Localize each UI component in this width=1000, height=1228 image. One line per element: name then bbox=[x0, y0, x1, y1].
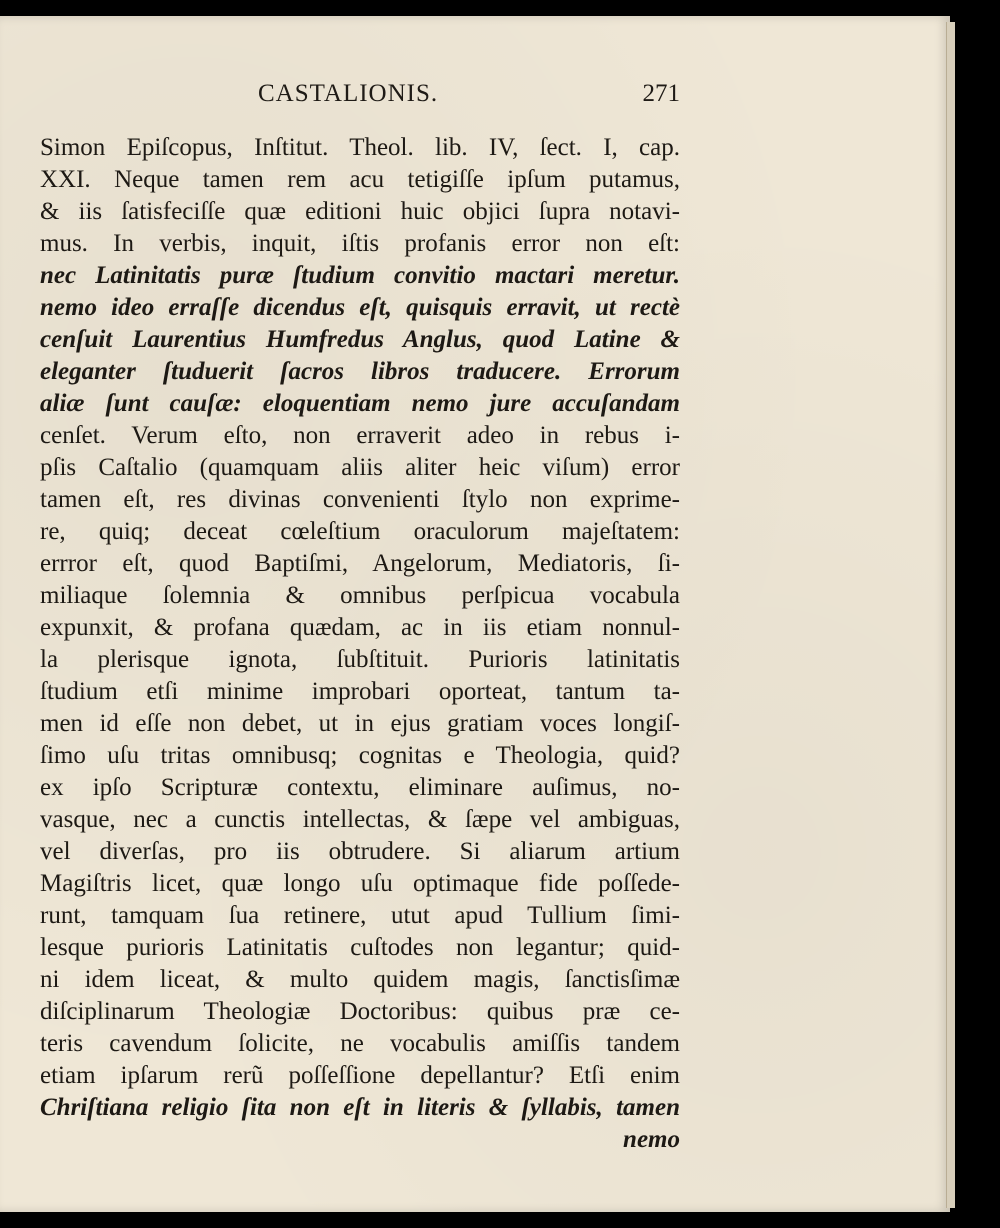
text-line: diſciplinarum Theologiæ Doctoribus: quibus præ ce- bbox=[40, 998, 680, 1025]
text-line: tamen eſt, res divinas convenienti ſtylo non exprime- bbox=[40, 486, 680, 513]
page-edge bbox=[946, 22, 955, 1208]
text-line: la plerisque ignota, ſubſtituit. Purioris latinitatis bbox=[40, 646, 680, 673]
text-line: teris cavendum ſolicite, ne vocabulis amiſſis tandem bbox=[40, 1030, 680, 1057]
text-line: nemo ideo erraſſe dicendus eſt, quisquis erravit, ut rectè bbox=[40, 294, 680, 321]
text-line: Simon Epiſcopus, Inſtitut. Theol. lib. IV, ſect. I, cap. bbox=[40, 134, 680, 161]
text-line: runt, tamquam ſua retinere, utut apud Tullium ſimi- bbox=[40, 902, 680, 929]
text-line: eleganter ſtuduerit ſacros libros traducere. Errorum bbox=[40, 358, 680, 385]
text-line: aliæ ſunt cauſæ: eloquentiam nemo jure accuſandam bbox=[40, 390, 680, 417]
text-line: lesque purioris Latinitatis cuſtodes non legantur; quid- bbox=[40, 934, 680, 961]
text-line: men id eſſe non debet, ut in ejus gratiam voces longiſ- bbox=[40, 710, 680, 737]
text-line: pſis Caſtalio (quamquam aliis aliter heic viſum) error bbox=[40, 454, 680, 481]
text-line: ni idem liceat, & multo quidem magis, ſanctisſimæ bbox=[40, 966, 680, 993]
text-line: Chriſtiana religio ſita non eſt in literis & ſyllabis, tamen bbox=[40, 1094, 680, 1121]
catchword: nemo bbox=[623, 1126, 680, 1153]
body-text bbox=[40, 132, 680, 1156]
text-line: re, quiq; deceat cœleſtium oraculorum majeſtatem: bbox=[40, 518, 680, 545]
text-line: mus. In verbis, inquit, iſtis profanis error non eſt: bbox=[40, 230, 680, 257]
text-line: & iis ſatisfeciſſe quæ editioni huic objici ſupra notavi- bbox=[40, 198, 680, 225]
text-line: nec Latinitatis puræ ſtudium convitio mactari meretur. bbox=[40, 262, 680, 289]
text-line: miliaque ſolemnia & omnibus perſpicua vocabula bbox=[40, 582, 680, 609]
text-line: ſtudium etſi minime improbari oporteat, tantum ta- bbox=[40, 678, 680, 705]
page-number: 271 bbox=[642, 80, 680, 107]
text-line: etiam ipſarum rerũ poſſeſſione depellantur? Etſi enim bbox=[40, 1062, 680, 1089]
page-header bbox=[40, 80, 680, 114]
text-line: cenſet. Verum eſto, non erraverit adeo in rebus i- bbox=[40, 422, 680, 449]
text-line: vasque, nec a cunctis intellectas, & ſæpe vel ambiguas, bbox=[40, 806, 680, 833]
text-line: vel diverſas, pro iis obtrudere. Si aliarum artium bbox=[40, 838, 680, 865]
text-line: ex ipſo Scripturæ contextu, eliminare auſimus, no- bbox=[40, 774, 680, 801]
text-line: ſimo uſu tritas omnibusq; cognitas e Theologia, quid? bbox=[40, 742, 680, 769]
text-line: cenſuit Laurentius Humfredus Anglus, quod Latine & bbox=[40, 326, 680, 353]
text-line: expunxit, & profana quædam, ac in iis etiam nonnul- bbox=[40, 614, 680, 641]
text-line: errror eſt, quod Baptiſmi, Angelorum, Mediatoris, ſi- bbox=[40, 550, 680, 577]
running-head: CASTALIONIS. bbox=[258, 80, 439, 107]
text-line: Magiſtris licet, quæ longo uſu optimaque fide poſſede- bbox=[40, 870, 680, 897]
text-line: XXI. Neque tamen rem acu tetigiſſe ipſum putamus, bbox=[40, 166, 680, 193]
